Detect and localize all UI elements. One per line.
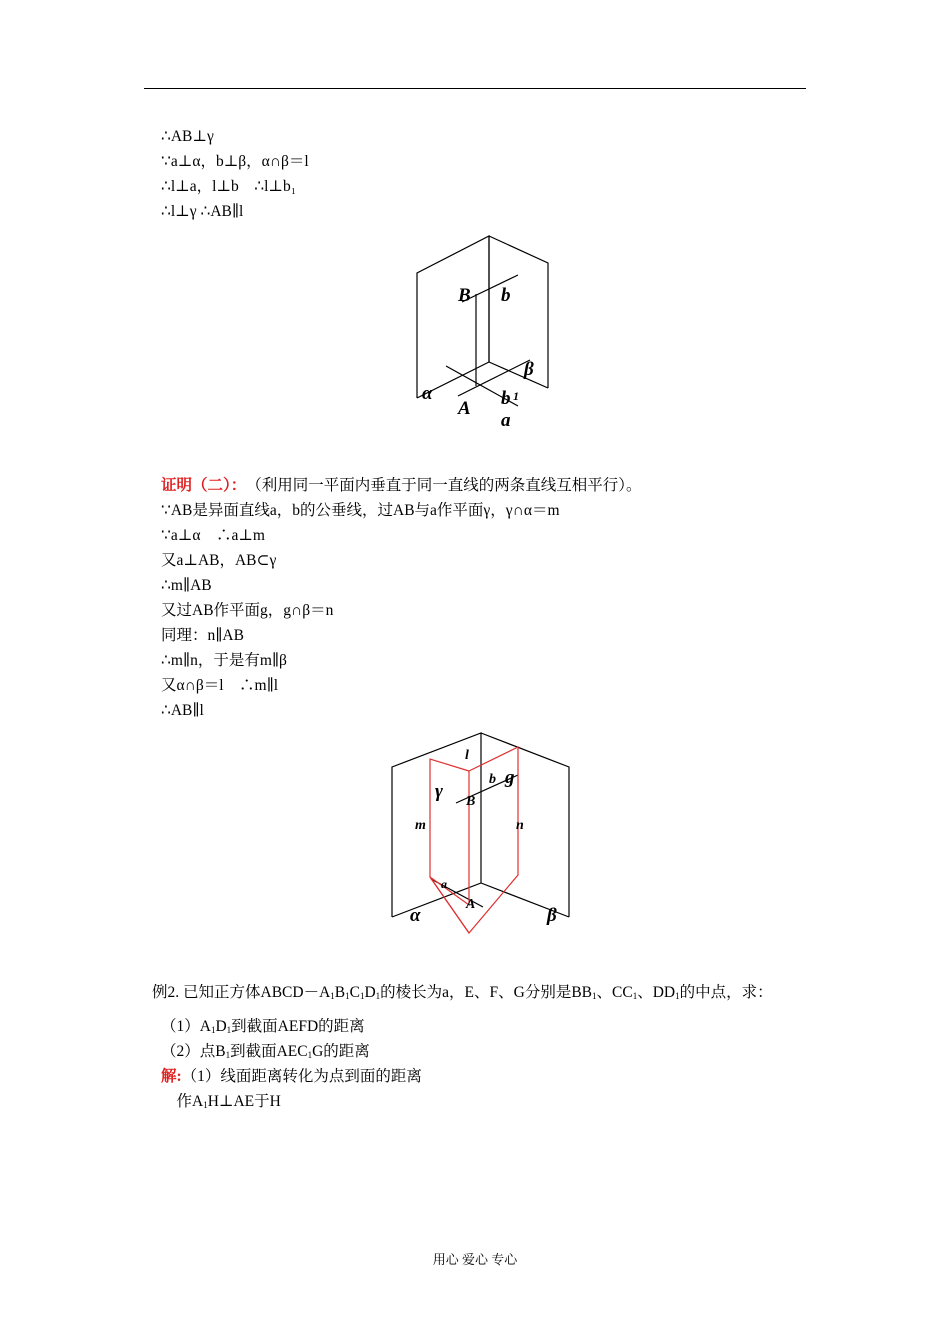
text-line: 又α∩β＝l ∴m∥l [161,677,279,694]
text-line: 又过AB作平面g，g∩β＝n [161,602,334,619]
label-alpha: α [422,383,433,404]
label-alpha: α [410,905,421,926]
text-line: 同理：n∥AB [161,627,244,644]
label-b: b [489,772,496,787]
label-b: b [501,285,511,306]
label-n: n [516,818,524,833]
label-g: g [505,767,515,788]
label-beta: β [547,905,557,926]
text-line: ∴m∥AB [161,577,212,594]
label-l: l [465,748,469,763]
label-A: A [466,897,476,912]
text-line: ∴m∥n，于是有m∥β [161,652,287,669]
label-beta: β [524,359,534,380]
label-B: B [466,794,476,809]
figure-2-diagram [385,727,580,937]
label-m: m [415,818,426,833]
plane-alpha-edge [417,236,489,398]
page-footer: 用心 爱心 专心 [432,1252,518,1267]
label-B: B [458,285,471,306]
label-gamma: γ [435,781,443,802]
solution-label: 解: [161,1068,182,1085]
text-line: ∵AB是异面直线a，b的公垂线，过AB与a作平面γ，γ∩α＝m [161,502,560,519]
text-line: ∴l⊥γ ∴AB∥l [161,203,244,220]
header-rule [144,88,806,89]
solution-line [161,1067,422,1087]
plane-beta-edge [481,733,569,917]
figure-1-diagram [400,228,570,433]
text-line: ∴AB∥l [161,702,204,719]
text-line: ∵a⊥α，b⊥β，α∩β＝l [161,153,309,170]
question-1: $(1)A_1D_1$到截面AEFD的距离 [161,1018,365,1035]
text-line: ∵a⊥α ∴a⊥m [161,527,265,544]
red-base-gamma [430,877,469,933]
text-line: ∴AB⊥γ [161,128,214,145]
text-line: ∴l⊥a，l⊥b ∴l⊥b₁ [161,178,297,195]
solution-step: 作$A_1H\perp AE$于H [161,1093,281,1110]
label-b1: b [501,388,511,409]
question-2: （2）点$B_1$到截面$AEC_1G$的距离 [161,1043,370,1060]
example-2-statement: 例2. 已知正方体$ABCD-A_1B_1C_1D_1$的棱长为a，E、F、G分别是$BB_1$、$CC_1$、$DD_1$的中点，求： [152,984,773,1001]
proof-2-note: （利用同一平面内垂直于同一直线的两条直线互相平行）。 [238,477,642,494]
solution-text: （1）线面距离转化为点到面的距离 [181,1068,422,1085]
proof-2-label: 证明（二）： [161,477,239,494]
label-A: A [458,398,471,419]
label-a-small: a [441,877,447,891]
text-line: 又a⊥AB，AB⊂γ [161,552,277,569]
proof-2-heading [161,476,642,496]
label-b1-subscript: 1 [513,389,519,403]
label-a: a [501,410,511,431]
